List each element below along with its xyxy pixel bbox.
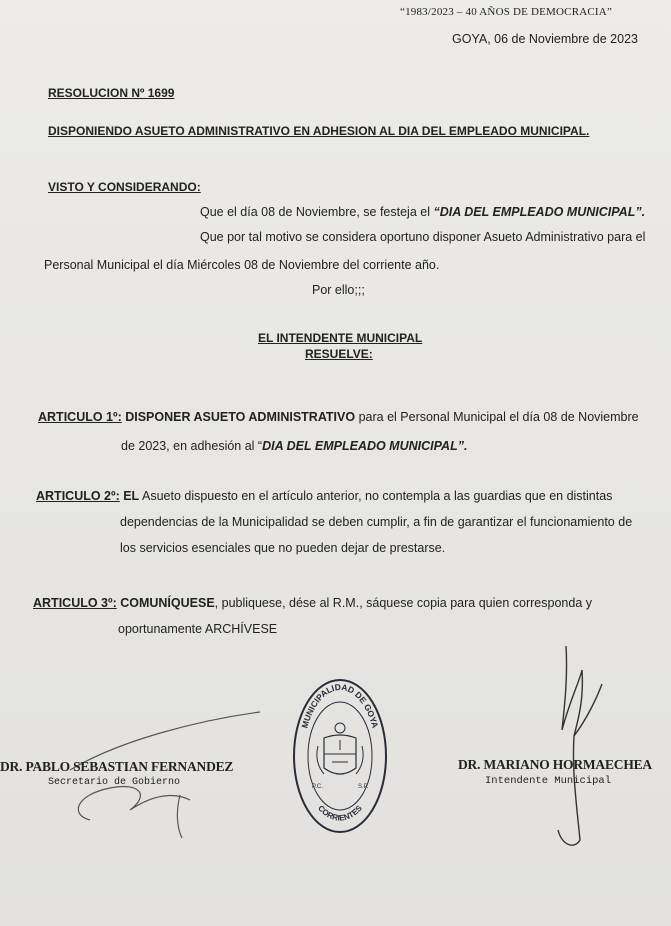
svg-text:MUNICIPALIDAD DE GOYA (299, 682, 380, 729)
consideration-p2-line2: Personal Municipal el día Miércoles 08 de Noviembre del corriente año. (44, 258, 440, 272)
consideration-p1-emph: “DIA DEL EMPLEADO MUNICIPAL”. (433, 205, 646, 219)
article-1-bold: DISPONER ASUETO ADMINISTRATIVO (125, 410, 356, 424)
right-signer-title: Intendente Municipal (485, 775, 612, 787)
article-2-line2: dependencias de la Municipalidad se deben cumplir, a fin de garantizar el funcionamiento de (120, 515, 633, 529)
place-date: GOYA, 06 de Noviembre de 2023 (452, 32, 638, 46)
svg-text:CORRIENTES (316, 803, 364, 822)
article-2-line1 (36, 489, 612, 503)
article-1-line1 (38, 410, 639, 424)
article-1-line2 (121, 439, 467, 453)
seal-graphic (290, 676, 390, 836)
motto: “1983/2023 – 40 AÑOS DE DEMOCRACIA” (400, 6, 613, 18)
consideration-p2-line1: Que por tal motivo se considera oportuno disponer Asueto Administrativo para el (200, 230, 646, 244)
article-3-line2: oportunamente ARCHÍVESE (118, 622, 278, 636)
article-3-text: , publiquese, dése al R.M., sáquese copia para quien corresponda y (214, 596, 592, 610)
seal-abbrev-left: P.C. (312, 784, 323, 790)
considerations-heading: VISTO Y CONSIDERANDO: (48, 180, 201, 194)
article-1-line2-emph: DIA DEL EMPLEADO MUNICIPAL”. (262, 439, 468, 453)
resolution-title: RESOLUCION Nº 1699 (48, 86, 175, 100)
consideration-p1-text: Que el día 08 de Noviembre, se festeja el (200, 205, 434, 219)
article-1-text: para el Personal Municipal el día 08 de Noviembre (355, 410, 639, 424)
right-signer-name: DR. MARIANO HORMAECHEA (458, 757, 652, 772)
article-1-line2-text: de 2023, en adhesión al “ (121, 439, 263, 453)
seal-top-text: MUNICIPALIDAD DE GOYA (299, 681, 381, 730)
article-3-bold: COMUNÍQUESE (120, 596, 215, 610)
article-1-label: ARTICULO 1º: (38, 410, 122, 424)
left-signer-title: Secretario de Gobierno (48, 777, 181, 788)
right-signature-scribble (540, 640, 630, 870)
article-3-line1 (33, 596, 592, 610)
article-2-line3: los servicios esenciales que no pueden dejar de prestarse. (120, 541, 446, 555)
subject: DISPONIENDO ASUETO ADMINISTRATIVO EN ADHESION AL DIA DEL EMPLEADO MUNICIPAL. (48, 124, 590, 138)
resolves-heading-1: EL INTENDENTE MUNICIPAL (258, 331, 423, 345)
article-2-text: Asueto dispuesto en el artículo anterior, no contempla a las guardias que en distintas (139, 489, 613, 503)
seal-abbrev-right: S.P. (358, 784, 369, 790)
article-2-label: ARTICULO 2º: (36, 489, 120, 503)
closing-phrase: Por ello;;; (312, 283, 365, 297)
seal-bottom-text: CORRIENTES (316, 803, 364, 823)
consideration-p1 (200, 205, 645, 219)
article-2-bold: EL (123, 489, 140, 503)
article-3-label: ARTICULO 3º: (33, 596, 117, 610)
left-signer-name: DR. PABLO SEBASTIAN FERNANDEZ (0, 759, 234, 774)
resolves-heading-2: RESUELVE: (305, 347, 373, 361)
